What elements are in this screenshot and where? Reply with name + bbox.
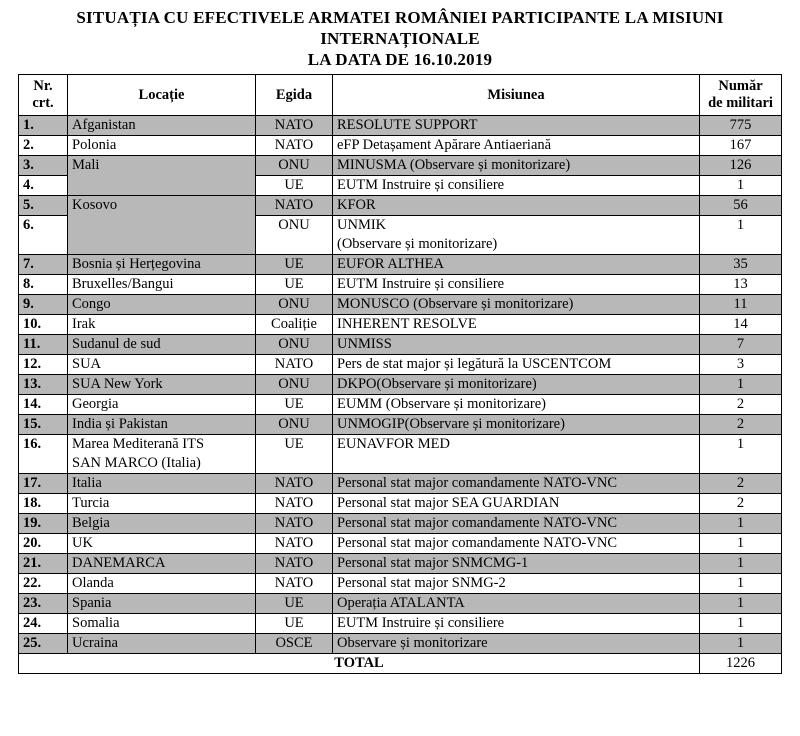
table-row [19, 574, 782, 594]
cell-locatie: Ucraina [68, 634, 256, 654]
cell-numar: 1 [700, 554, 782, 574]
cell-nr: 10. [19, 315, 68, 335]
cell-misiunea: RESOLUTE SUPPORT [333, 116, 700, 136]
total-row [19, 654, 782, 674]
cell-misiunea: EUTM Instruire și consiliere [333, 275, 700, 295]
cell-nr: 1. [19, 116, 68, 136]
table-row [19, 415, 782, 435]
cell-numar: 1 [700, 634, 782, 654]
cell-misiunea: Personal stat major comandamente NATO-VNC [333, 514, 700, 534]
table-row [19, 554, 782, 574]
cell-egida: ONU [256, 295, 333, 315]
cell-egida: NATO [256, 534, 333, 554]
cell-locatie: Congo [68, 295, 256, 315]
cell-nr: 24. [19, 614, 68, 634]
cell-nr: 20. [19, 534, 68, 554]
cell-locatie: Kosovo [68, 196, 256, 255]
cell-egida: ONU [256, 216, 333, 255]
cell-numar: 1 [700, 216, 782, 255]
cell-locatie: DANEMARCA [68, 554, 256, 574]
cell-locatie: Polonia [68, 136, 256, 156]
table-row [19, 375, 782, 395]
cell-egida: ONU [256, 415, 333, 435]
cell-egida: OSCE [256, 634, 333, 654]
cell-misiunea: Operația ATALANTA [333, 594, 700, 614]
cell-locatie: India și Pakistan [68, 415, 256, 435]
cell-egida: UE [256, 594, 333, 614]
cell-numar: 1 [700, 534, 782, 554]
cell-numar: 2 [700, 474, 782, 494]
cell-misiunea: Personal stat major comandamente NATO-VNC [333, 474, 700, 494]
title-line-3: LA DATA DE 16.10.2019 [307, 50, 493, 69]
cell-locatie: Somalia [68, 614, 256, 634]
cell-numar: 2 [700, 395, 782, 415]
cell-nr: 9. [19, 295, 68, 315]
table-row [19, 634, 782, 654]
table-row [19, 494, 782, 514]
cell-nr: 17. [19, 474, 68, 494]
cell-locatie: Olanda [68, 574, 256, 594]
cell-egida: NATO [256, 196, 333, 216]
cell-nr: 15. [19, 415, 68, 435]
table-row [19, 614, 782, 634]
cell-misiunea: Personal stat major comandamente NATO-VNC [333, 534, 700, 554]
cell-nr: 6. [19, 216, 68, 255]
cell-numar: 167 [700, 136, 782, 156]
table-row [19, 255, 782, 275]
cell-misiunea: Personal stat major SEA GUARDIAN [333, 494, 700, 514]
cell-numar: 14 [700, 315, 782, 335]
cell-nr: 4. [19, 176, 68, 196]
cell-locatie: Bruxelles/Bangui [68, 275, 256, 295]
cell-misiunea: UNMIK (Observare și monitorizare) [333, 216, 700, 255]
cell-nr: 18. [19, 494, 68, 514]
cell-misiunea: DKPO(Observare și monitorizare) [333, 375, 700, 395]
header-nr: Nr. crt. [19, 75, 68, 116]
cell-nr: 25. [19, 634, 68, 654]
cell-misiunea: Observare și monitorizare [333, 634, 700, 654]
cell-egida: NATO [256, 355, 333, 375]
cell-egida: UE [256, 275, 333, 295]
cell-egida: NATO [256, 136, 333, 156]
cell-numar: 11 [700, 295, 782, 315]
total-value: 1226 [700, 654, 782, 674]
cell-misiunea: EUMM (Observare și monitorizare) [333, 395, 700, 415]
cell-numar: 3 [700, 355, 782, 375]
cell-nr: 8. [19, 275, 68, 295]
table-row [19, 594, 782, 614]
header-locatie: Locație [68, 75, 256, 116]
cell-misiunea: Pers de stat major și legătură la USCENTCOM [333, 355, 700, 375]
cell-egida: ONU [256, 335, 333, 355]
title-line-1: SITUAȚIA CU EFECTIVELE ARMATEI ROMÂNIEI PARTICIPANTE LA MISIUNI [76, 8, 724, 27]
cell-locatie: Mali [68, 156, 256, 196]
cell-egida: UE [256, 176, 333, 196]
cell-numar: 2 [700, 494, 782, 514]
cell-nr: 22. [19, 574, 68, 594]
table-row [19, 295, 782, 315]
cell-egida: NATO [256, 474, 333, 494]
cell-egida: ONU [256, 375, 333, 395]
table-row [19, 474, 782, 494]
cell-locatie: Bosnia și Herțegovina [68, 255, 256, 275]
cell-misiunea: UNMISS [333, 335, 700, 355]
cell-locatie: Irak [68, 315, 256, 335]
cell-locatie: Afganistan [68, 116, 256, 136]
cell-numar: 1 [700, 574, 782, 594]
table-row [19, 514, 782, 534]
cell-misiunea: MONUSCO (Observare și monitorizare) [333, 295, 700, 315]
cell-nr: 23. [19, 594, 68, 614]
table-row [19, 136, 782, 156]
cell-nr: 11. [19, 335, 68, 355]
cell-egida: NATO [256, 554, 333, 574]
cell-nr: 2. [19, 136, 68, 156]
cell-misiunea: Personal stat major SNMCMG-1 [333, 554, 700, 574]
table-row [19, 156, 782, 176]
cell-nr: 13. [19, 375, 68, 395]
cell-numar: 126 [700, 156, 782, 176]
cell-numar: 1 [700, 375, 782, 395]
cell-nr: 14. [19, 395, 68, 415]
cell-locatie: Turcia [68, 494, 256, 514]
cell-locatie: SUA [68, 355, 256, 375]
table-row [19, 116, 782, 136]
cell-numar: 1 [700, 594, 782, 614]
cell-egida: ONU [256, 156, 333, 176]
cell-numar: 13 [700, 275, 782, 295]
table-row [19, 435, 782, 474]
cell-egida: UE [256, 435, 333, 474]
cell-numar: 1 [700, 176, 782, 196]
table-row [19, 275, 782, 295]
cell-numar: 1 [700, 614, 782, 634]
cell-numar: 35 [700, 255, 782, 275]
cell-nr: 3. [19, 156, 68, 176]
cell-egida: Coaliție [256, 315, 333, 335]
cell-misiunea: UNMOGIP(Observare și monitorizare) [333, 415, 700, 435]
cell-misiunea: EUTM Instruire și consiliere [333, 176, 700, 196]
cell-misiunea: eFP Detașament Apărare Antiaeriană [333, 136, 700, 156]
table-row [19, 534, 782, 554]
cell-nr: 7. [19, 255, 68, 275]
cell-locatie: SUA New York [68, 375, 256, 395]
cell-nr: 21. [19, 554, 68, 574]
cell-nr: 12. [19, 355, 68, 375]
table-row [19, 395, 782, 415]
cell-egida: NATO [256, 574, 333, 594]
cell-nr: 19. [19, 514, 68, 534]
cell-locatie: Marea Mediterană ITS SAN MARCO (Italia) [68, 435, 256, 474]
table-row [19, 196, 782, 216]
cell-numar: 1 [700, 435, 782, 474]
cell-misiunea: EUFOR ALTHEA [333, 255, 700, 275]
cell-misiunea: Personal stat major SNMG-2 [333, 574, 700, 594]
cell-numar: 2 [700, 415, 782, 435]
total-label: TOTAL [19, 654, 700, 674]
cell-locatie: Italia [68, 474, 256, 494]
cell-numar: 1 [700, 514, 782, 534]
cell-misiunea: INHERENT RESOLVE [333, 315, 700, 335]
cell-egida: NATO [256, 514, 333, 534]
cell-nr: 16. [19, 435, 68, 474]
cell-nr: 5. [19, 196, 68, 216]
cell-misiunea: MINUSMA (Observare și monitorizare) [333, 156, 700, 176]
table-row [19, 335, 782, 355]
cell-egida: NATO [256, 494, 333, 514]
title-line-2: INTERNAȚIONALE [320, 29, 480, 48]
cell-misiunea: EUTM Instruire și consiliere [333, 614, 700, 634]
cell-numar: 775 [700, 116, 782, 136]
header-numar: Număr de militari [700, 75, 782, 116]
cell-locatie: Belgia [68, 514, 256, 534]
cell-numar: 56 [700, 196, 782, 216]
cell-locatie: UK [68, 534, 256, 554]
cell-egida: NATO [256, 116, 333, 136]
table-row [19, 315, 782, 335]
header-egida: Egida [256, 75, 333, 116]
table-header-row [19, 75, 782, 116]
cell-locatie: Georgia [68, 395, 256, 415]
cell-misiunea: EUNAVFOR MED [333, 435, 700, 474]
table-row [19, 355, 782, 375]
header-misiunea: Misiunea [333, 75, 700, 116]
cell-egida: UE [256, 395, 333, 415]
document-title [0, 0, 800, 70]
missions-table [18, 74, 782, 674]
cell-locatie: Sudanul de sud [68, 335, 256, 355]
cell-misiunea: KFOR [333, 196, 700, 216]
cell-egida: UE [256, 614, 333, 634]
cell-egida: UE [256, 255, 333, 275]
cell-numar: 7 [700, 335, 782, 355]
cell-locatie: Spania [68, 594, 256, 614]
